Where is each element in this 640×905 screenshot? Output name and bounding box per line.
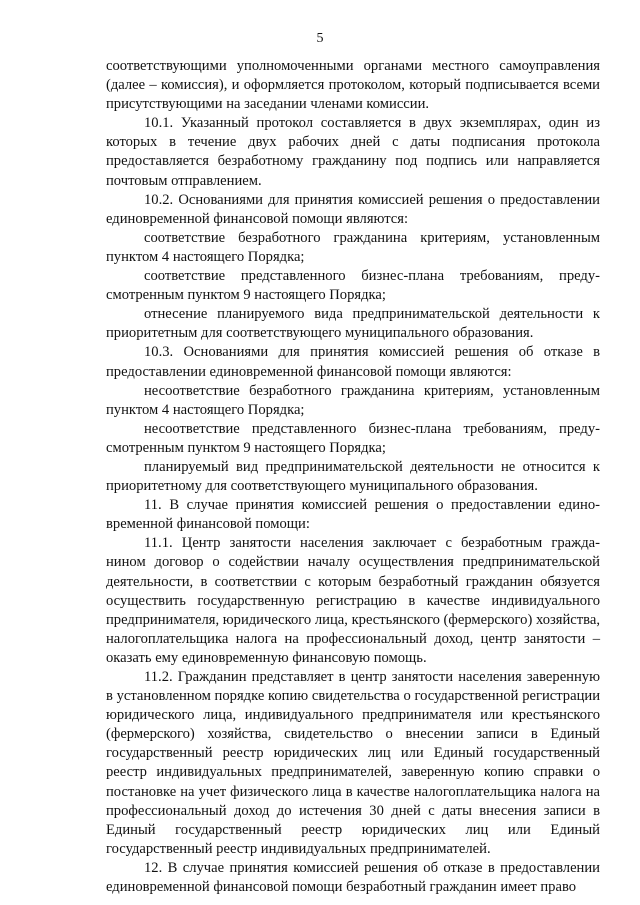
paragraph: 10.2. Основаниями для принятия комиссией решения о предоставлении единовременной финансовой помощи являются: (106, 191, 600, 227)
page-number: 5 (316, 31, 324, 46)
paragraph: отнесение планируемого вида предпринимательской деятельности к приоритетным для соответствующего муниципального образования. (106, 306, 600, 342)
paragraph: несоответствие безработного гражданина критериям, установленным пунктом 4 настоящего Порядка; (106, 382, 600, 418)
document-body (106, 57, 600, 897)
paragraph: 11.1. Центр занятости населения заключает с безработным гражда-нином договор о содействии началу осуществления предпринимательской деятельности, в соответствии с которым безработный гражданин обязуется осуществить государственную регистрацию в качестве индивидуального предпринимателя, юридического лица, крестьянского (фермерского) хозяйства, налогоплательщика налога на профессиональный доход, центр занятости – оказать ему единовременную финансовую помощь. (106, 535, 600, 666)
paragraph: несоответствие представленного бизнес-плана требованиям, преду-смотренным пунктом 9 настоящего Порядка; (106, 420, 600, 456)
paragraph: 12. В случае принятия комиссией решения об отказе в предоставлении единовременной финансовой помощи безработный гражданин имеет право (106, 859, 600, 896)
paragraph: 11. В случае принятия комиссией решения о предоставлении едино-временной финансовой помощи: (106, 497, 600, 533)
paragraph: соответствие безработного гражданина критериям, установленным пунктом 4 настоящего Порядка; (106, 229, 600, 265)
paragraph: 10.3. Основаниями для принятия комиссией решения об отказе в предоставлении единовременной финансовой помощи являются: (106, 344, 600, 380)
paragraph: 10.1. Указанный протокол составляется в двух экземплярах, один из которых в течение двух рабочих дней с даты подписания протокола предоставляется безработному гражданину под подпись или направляется почтовым отправлением. (106, 115, 600, 189)
paragraph: соответствие представленного бизнес-плана требованиям, преду-смотренным пунктом 9 настоящего Порядка; (106, 268, 600, 304)
paragraph: планируемый вид предпринимательской деятельности не относится к приоритетному для соответствующего муниципального образования. (106, 458, 600, 495)
paragraph: соответствующими уполномоченными органами местного самоуправления (далее – комиссия), и оформляется протоколом, который подписывается всеми присутствующими на заседании членами комиссии. (106, 58, 600, 113)
paragraph: 11.2. Гражданин представляет в центр занятости населения заверенную в установленном порядке копию свидетельства о государственной регистрации юридического лица, индивидуального предпринимателя или крестьянского (фермерского) хозяйства, свидетельство о внесении записи в Единый государственный реестр юридических лиц или Единый государственный реестр индивидуальных предпринимателей, заверенную копию справки о постановке на учет физического лица в качестве налогоплательщика налога на профессиональный доход до истечения 30 дней с даты внесения записи в Единый государственный реестр юридических лиц или Единый государственный реестр индивидуальных предпринимателей. (106, 669, 600, 857)
